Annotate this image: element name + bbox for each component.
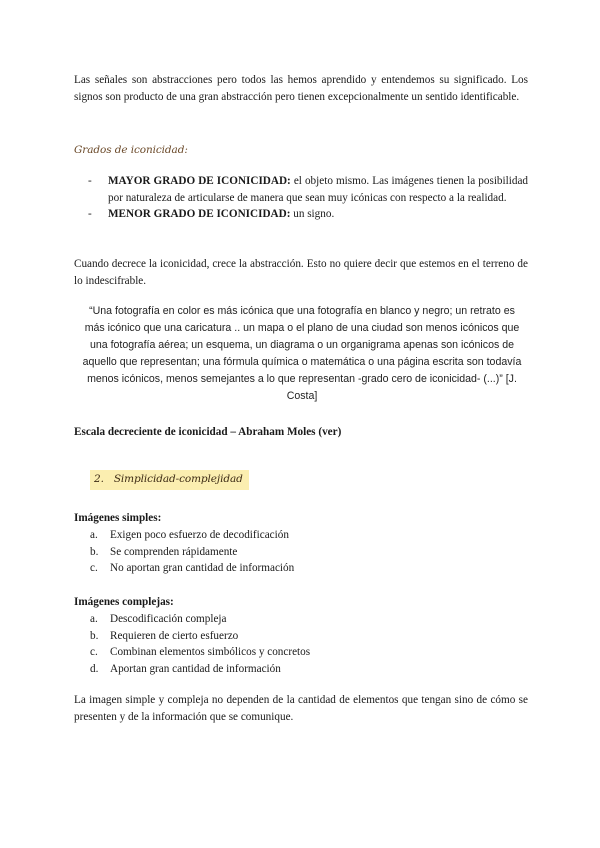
list-item-text: Se comprenden rápidamente: [110, 545, 238, 558]
list-item: [90, 544, 294, 561]
list-marker: a.: [90, 529, 98, 541]
list-marker: b.: [90, 629, 99, 642]
list-item-text: Descodificación compleja: [110, 613, 227, 625]
grados-list: [88, 173, 528, 223]
simples-heading: Imágenes simples:: [74, 512, 162, 524]
intro-paragraph: Las señales son abstracciones pero todos las hemos aprendido y entendemos su significado. Los signos son producto de una gran abstracción pero tienen excepcionalmente un sentido identificable.: [74, 74, 528, 103]
grados-heading: Grados de iconicidad:: [74, 144, 188, 156]
complejas-heading: Imágenes complejas:: [74, 596, 174, 608]
grados-item-bold: MAYOR GRADO DE ICONICIDAD:: [108, 175, 291, 187]
costa-quote: “Una fotografía en color es más icónica que una fotografía en blanco y negro; un retrato es más icónico que una caricatura .. un mapa o el plano de una ciudad son menos icónicos que una fotografía aérea; un esquema, un diagrama o un organigrama apenas son icónicos de aquello que representan; una fórmula química o matemática o una página escrita son todavía menos icónicos, menos semejantes a lo que representan -grado cero de iconicidad- (...)” [J. Costa]: [82, 305, 522, 402]
decrece-paragraph: Cuando decrece la iconicidad, crece la abstracción. Esto no quiere decir que estemos en el terreno de lo indescifrable.: [74, 258, 528, 287]
list-item-text: Combinan elementos simbólicos y concretos: [110, 646, 311, 658]
section-title: Simplicidad-complejidad: [113, 473, 243, 485]
list-marker: a.: [90, 613, 98, 625]
simples-list: [90, 527, 294, 577]
list-marker: -: [88, 208, 92, 220]
section-heading-highlight: [90, 470, 249, 490]
complejas-list: [90, 611, 310, 677]
list-item-text: Aportan gran cantidad de información: [110, 662, 281, 675]
list-item: [90, 628, 310, 645]
list-item: [88, 206, 528, 223]
list-marker: c.: [90, 646, 98, 658]
list-marker: -: [88, 175, 92, 187]
list-item-text: Exigen poco esfuerzo de decodificación: [110, 529, 289, 541]
list-item-text: Requieren de cierto esfuerzo: [110, 629, 239, 642]
grados-item-text: un signo.: [290, 208, 335, 220]
escala-heading: Escala decreciente de iconicidad – Abraham Moles (ver): [74, 426, 342, 438]
list-marker: c.: [90, 562, 98, 574]
list-item: [90, 527, 294, 544]
list-item: [90, 560, 294, 577]
list-item: [90, 644, 310, 661]
list-item: [90, 611, 310, 628]
grados-item-text: el objeto mismo. Las imágenes tienen la posibilidad por naturaleza de articularse de manera que sean muy icónicas con respecto a la realidad.: [108, 175, 529, 204]
list-marker: d.: [90, 662, 99, 675]
list-item: [88, 173, 528, 206]
list-item: [90, 661, 310, 678]
list-marker: b.: [90, 545, 99, 558]
grados-item-bold: MENOR GRADO DE ICONICIDAD:: [108, 208, 291, 220]
conclusion-paragraph: La imagen simple y compleja no dependen de la cantidad de elementos que tengan sino de cómo se presenten y de la información que se comunique.: [74, 694, 528, 723]
section-number: 2.: [94, 473, 104, 485]
list-item-text: No aportan gran cantidad de información: [110, 562, 295, 574]
